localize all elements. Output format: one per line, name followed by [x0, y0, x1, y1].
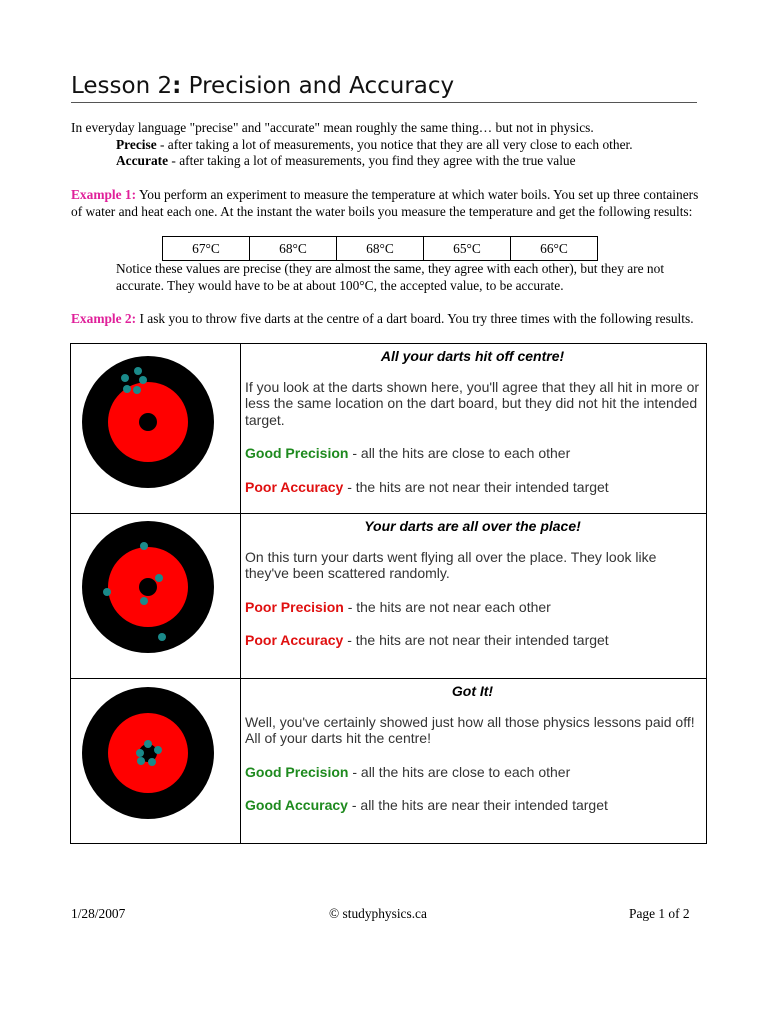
dart-case-row [71, 344, 707, 514]
case-line-2 [245, 632, 700, 649]
dart-hit [140, 597, 148, 605]
case-line-2 [245, 797, 700, 814]
dartboard-cell [71, 514, 241, 679]
case-text-cell [241, 679, 707, 844]
dartboard-icon [81, 520, 215, 654]
case-line-1 [245, 599, 700, 616]
title-topic: Precision and Accuracy [181, 73, 455, 99]
dart-hit [137, 757, 145, 765]
dartboard-icon [81, 686, 215, 820]
example2-label: Example 2: [71, 311, 137, 326]
dart-hit [154, 746, 162, 754]
temp-cell: 65°C [424, 237, 511, 261]
dart-results-table [70, 343, 707, 844]
dart-hit [136, 749, 144, 757]
example1-text: You perform an experiment to measure the temperature at which water boils. You set up three containers of water and heat each one. At the instant the water boils you measure the temperature and get the following results: [71, 187, 699, 219]
example2-paragraph [71, 311, 701, 328]
footer-page-number: Page 1 of 2 [629, 906, 690, 921]
precision-explanation: - the hits are not near each other [343, 598, 551, 615]
precision-rating: Good Precision [245, 763, 349, 780]
dartboard-cell [71, 679, 241, 844]
accuracy-rating: Poor Accuracy [245, 632, 344, 648]
example2-text: I ask you to throw five darts at the centre of a dart board. You try three times with the following results. [136, 311, 694, 326]
case-description: If you look at the darts shown here, you'll agree that they all hit in more or less the same location on the dart board, but they did not hit the intended target. [245, 378, 700, 428]
accuracy-explanation: - the hits are not near their intended target [343, 632, 609, 648]
footer-copyright: © studyphysics.ca [329, 906, 427, 921]
accuracy-rating: Poor Accuracy [245, 478, 344, 495]
dart-hit [133, 386, 141, 394]
precise-definition [71, 137, 701, 154]
case-description: On this turn your darts went flying all over the place. They look like they've been scattered randomly. [245, 548, 657, 581]
example1-notice: Notice these values are precise (they are almost the same, they agree with each other), but they are not accurate. They would have to be at about 100°C, the accepted value, to be accurate. [116, 261, 665, 293]
example1-label: Example 1: [71, 187, 137, 202]
bullseye [139, 578, 157, 596]
temp-cell: 66°C [511, 237, 598, 261]
case-title: All your darts hit off centre! [380, 348, 565, 364]
accuracy-explanation: - the hits are not near their intended target [343, 478, 609, 495]
precise-term: Precise [116, 136, 157, 152]
dart-hit [144, 740, 152, 748]
intro-line: In everyday language "precise" and "accurate" mean roughly the same thing… but not in physics. [71, 120, 594, 135]
temperature-row [163, 237, 598, 261]
dart-hit [121, 374, 129, 382]
temp-cell: 68°C [337, 237, 424, 261]
dart-hit [123, 385, 131, 393]
title-colon: : [172, 73, 182, 99]
precision-rating: Poor Precision [245, 598, 344, 615]
case-line-2 [245, 479, 700, 496]
dart-hit [158, 633, 166, 641]
precision-explanation: - all the hits are close to each other [348, 763, 571, 780]
dart-hit [148, 758, 156, 766]
example1-paragraph [71, 187, 701, 220]
case-line-1 [245, 445, 700, 462]
dartboard-icon [81, 355, 215, 489]
dart-hit [103, 588, 111, 596]
dart-hit [139, 376, 147, 384]
precision-explanation: - all the hits are close to each other [348, 445, 571, 461]
temperature-table [162, 236, 598, 261]
case-description: Well, you've certainly showed just how all those physics lessons paid off! All of your darts hit the centre! [245, 713, 695, 746]
dart-hit [140, 542, 148, 550]
intro-paragraph [71, 120, 701, 170]
title-lesson: Lesson 2 [71, 73, 173, 99]
dart-case-row [71, 514, 707, 679]
dart-hit [134, 367, 142, 375]
case-title: Your darts are all over the place! [364, 518, 581, 534]
accurate-term: Accurate [116, 153, 169, 168]
temp-cell: 67°C [163, 237, 250, 261]
case-line-1 [245, 764, 700, 781]
case-text-cell [241, 344, 707, 514]
dart-case-row [71, 679, 707, 844]
dart-hit [155, 574, 163, 582]
temp-cell: 68°C [250, 237, 337, 261]
footer-date: 1/28/2007 [71, 906, 126, 921]
precision-rating: Good Precision [245, 445, 349, 461]
page-title [71, 70, 697, 103]
dartboard-cell [71, 344, 241, 514]
accurate-def: - after taking a lot of measurements, you find they agree with the true value [168, 153, 576, 168]
bullseye [139, 413, 157, 431]
case-text-cell [241, 514, 707, 679]
accuracy-explanation: - all the hits are near their intended target [347, 797, 608, 813]
accuracy-rating: Good Accuracy [245, 797, 348, 813]
case-title: Got It! [451, 683, 494, 699]
accurate-definition [71, 153, 701, 170]
precise-def: - after taking a lot of measurements, you notice that they are all very close to each other. [156, 136, 633, 152]
